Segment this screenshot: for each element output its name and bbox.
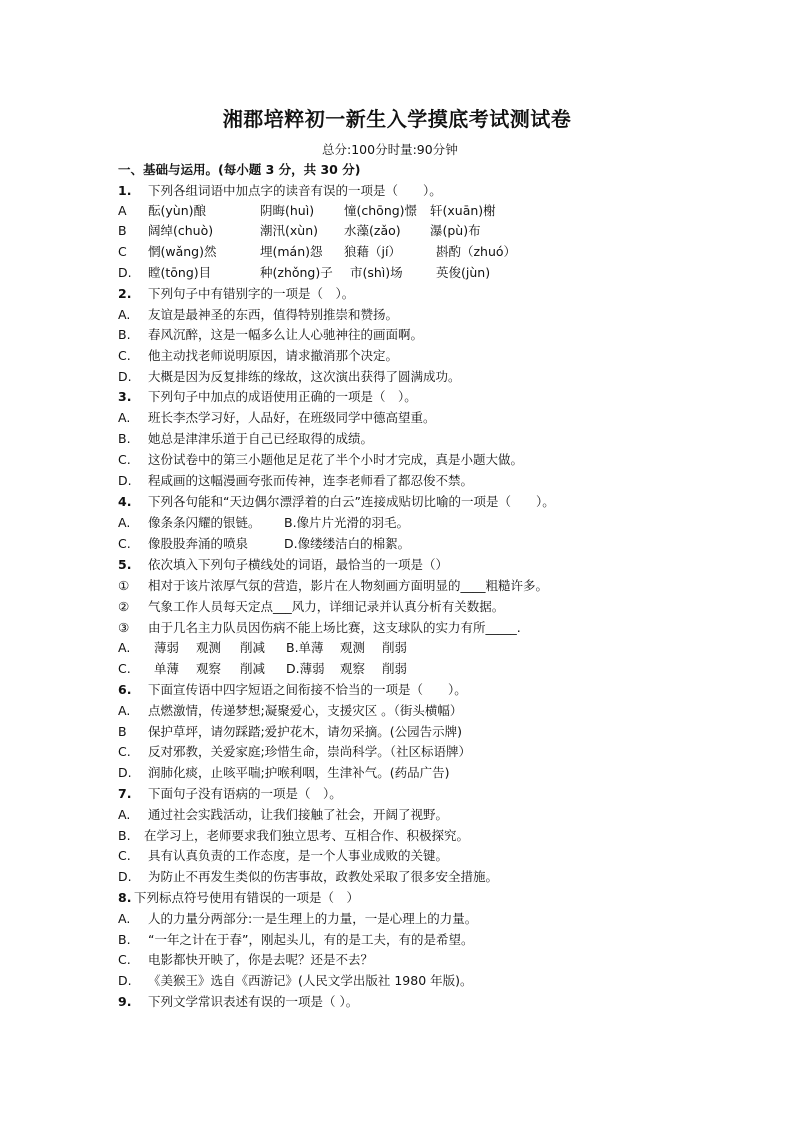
option-text: 大概是因为反复排练的缘故，这次演出获得了圆满成功。 — [148, 369, 461, 384]
question-number: 5. — [118, 557, 132, 572]
question-stem: 下列句子中加点的成语使用正确的一项是（ ）。 — [148, 389, 417, 404]
section-heading: 一、基础与运用。(每小题 3 分，共 30 分) — [118, 162, 361, 177]
option-label: C. — [118, 848, 131, 863]
option-text: 她总是津津乐道于自己已经取得的成绩。 — [148, 431, 374, 446]
option-label: C. — [118, 536, 131, 551]
option-label: A. — [118, 640, 131, 655]
option-text: 具有认真负责的工作态度，是一个人事业成败的关键。 — [148, 848, 449, 863]
option-text: 这份试卷中的第三小题他足足花了半个小时才完成，真是小题大做。 — [148, 452, 524, 467]
option-label: C. — [118, 744, 131, 759]
question-stem: 下面句子没有语病的一项是（ ）。 — [148, 786, 342, 801]
question-number: 2. — [118, 286, 132, 301]
question-number: 3. — [118, 389, 132, 404]
option-label: C. — [118, 348, 131, 363]
option-text: 《美猴王》选自《西游记》(人民文学出版社 1980 年版)。 — [148, 973, 473, 988]
option-text: 为防止不再发生类似的伤害事故，政教处采取了很多安全措施。 — [148, 869, 499, 884]
sentence-text: 相对于该片浓厚气氛的营造，影片在人物刻画方面明显的____粗糙许多。 — [148, 578, 549, 593]
option-label: B. — [118, 431, 131, 446]
option-label: B. — [118, 327, 131, 342]
question-number: 4. — [118, 494, 132, 509]
option-item: 英俊(jùn) — [436, 265, 491, 280]
option-item: 种(zhǒng)子 — [260, 265, 333, 280]
option-text: 润肺化痰，止咳平喘;护喉利咽，生津补气。(药品广告) — [148, 765, 450, 780]
option-text: B.像片片光滑的羽毛。 — [284, 515, 410, 530]
option-item: 酝(yùn)酿 — [148, 203, 206, 218]
option-label: A. — [118, 807, 131, 822]
option-label: B — [118, 724, 127, 739]
option-label: D. — [118, 265, 132, 280]
option-item: 观察 — [340, 661, 366, 676]
option-item: 轩(xuān)榭 — [430, 203, 496, 218]
option-text: 通过社会实践活动，让我们接触了社会，开阔了视野。 — [148, 807, 449, 822]
option-label: D. — [118, 973, 132, 988]
option-item: D.薄弱 — [286, 661, 325, 676]
option-item: 斟酌（zhuó） — [436, 244, 517, 259]
question-stem: 依次填入下列句子横线处的词语，最恰当的一项是（） — [148, 557, 449, 572]
option-label: D. — [118, 765, 132, 780]
option-label: C. — [118, 661, 131, 676]
question-number: 8. — [118, 890, 132, 905]
option-text: 像条条闪耀的银链。 — [148, 515, 261, 530]
option-label: D. — [118, 473, 132, 488]
question-stem: 下列文学常识表述有误的一项是（ ）。 — [148, 994, 359, 1009]
question-number: 6. — [118, 682, 132, 697]
option-item: 潮汛(xùn) — [260, 223, 318, 238]
option-text: 程咸画的这幅漫画夸张而传神，连李老师看了都忍俊不禁。 — [148, 473, 474, 488]
option-label: B. — [118, 932, 131, 947]
option-label: C. — [118, 952, 131, 967]
question-stem: 下列标点符号使用有错误的一项是（ ） — [134, 890, 360, 905]
option-text: 友谊是最神圣的东西，值得特别推崇和赞扬。 — [148, 307, 399, 322]
option-item: 惘(wǎng)然 — [148, 244, 217, 259]
option-item: 市(shì)场 — [350, 265, 403, 280]
sentence-label: ② — [118, 599, 130, 614]
option-label: A. — [118, 307, 131, 322]
option-item: 憧(chōng)憬 — [344, 203, 418, 218]
option-text: 人的力量分两部分:一是生理上的力量，一是心理上的力量。 — [148, 911, 478, 926]
question-stem: 下列各句能和“天边偶尔漂浮着的白云”连接成贴切比喻的一项是（ ）。 — [148, 494, 555, 509]
option-label: B — [118, 223, 127, 238]
question-number: 1. — [118, 183, 132, 198]
sentence-label: ① — [118, 578, 130, 593]
option-text: “一年之计在于春”，刚起头儿，有的是工夫，有的是希望。 — [148, 932, 474, 947]
option-item: 观测 — [340, 640, 366, 655]
option-text: 点燃激情，传递梦想;凝聚爱心，支援灾区 。（街头横幅） — [148, 703, 463, 718]
sentence-label: ③ — [118, 620, 130, 635]
option-label: A. — [118, 410, 131, 425]
sentence-text: 由于几名主力队员因伤病不能上场比赛，这支球队的实力有所_____. — [148, 620, 521, 635]
option-label: A. — [118, 515, 131, 530]
option-item: 阔绰(chuò) — [148, 223, 214, 238]
option-item: 埋(mán)怨 — [260, 244, 323, 259]
option-label: A. — [118, 911, 131, 926]
option-text: 反对邪教，关爱家庭;珍惜生命，崇尚科学。（社区标语牌） — [148, 744, 471, 759]
option-item: 瞠(tōng)目 — [148, 265, 212, 280]
question-stem: 下列各组词语中加点字的读音有误的一项是（ ）。 — [148, 183, 442, 198]
question-stem: 下列句子中有错别字的一项是（ ）。 — [148, 286, 355, 301]
question-number: 9. — [118, 994, 132, 1009]
option-label: A — [118, 203, 127, 218]
option-item: 削弱 — [382, 661, 408, 676]
option-item: 狼藉（jí） — [344, 244, 401, 259]
option-label: C. — [118, 452, 131, 467]
option-text: 电影都快开映了，你是去呢？还是不去？ — [148, 952, 374, 967]
exam-title: 湘郡培粹初一新生入学摸底考试测试卷 — [222, 107, 572, 131]
option-text: D.像缕缕洁白的棉絮。 — [284, 536, 411, 551]
option-text: 在学习上，老师要求我们独立思考、互相合作、积极探究。 — [144, 828, 470, 843]
option-label: C — [118, 244, 127, 259]
option-item: 瀑(pù)布 — [430, 223, 481, 238]
option-text: 春风沉醉，这是一幅多么让人心驰神往的画面啊。 — [148, 327, 424, 342]
option-text: 保护草坪，请勿踩踏;爱护花木，请勿采摘。(公园告示牌) — [148, 724, 462, 739]
option-item: 单薄 — [154, 661, 180, 676]
option-item: 削减 — [240, 661, 266, 676]
option-item: 水藻(zǎo) — [344, 223, 401, 238]
option-item: 观测 — [196, 640, 222, 655]
option-item: 削弱 — [382, 640, 408, 655]
option-item: 薄弱 — [154, 640, 180, 655]
option-item: B.单薄 — [286, 640, 324, 655]
option-text: 班长李杰学习好，人品好，在班级同学中德高望重。 — [148, 410, 436, 425]
option-item: 观察 — [196, 661, 222, 676]
option-label: D. — [118, 869, 132, 884]
option-item: 削减 — [240, 640, 266, 655]
exam-subtitle: 总分:100分时量:90分钟 — [322, 142, 458, 157]
option-text: 他主动找老师说明原因，请求撤消那个决定。 — [148, 348, 399, 363]
option-item: 阴晦(huì) — [260, 203, 315, 218]
option-text: 像股股奔涌的喷泉 — [148, 536, 249, 551]
question-stem: 下面宣传语中四字短语之间衔接不恰当的一项是（ ）。 — [148, 682, 467, 697]
question-number: 7. — [118, 786, 132, 801]
option-label: D. — [118, 369, 132, 384]
option-label: A. — [118, 703, 131, 718]
option-label: B. — [118, 828, 131, 843]
sentence-text: 气象工作人员每天定点___风力，详细记录并认真分析有关数据。 — [148, 599, 505, 614]
